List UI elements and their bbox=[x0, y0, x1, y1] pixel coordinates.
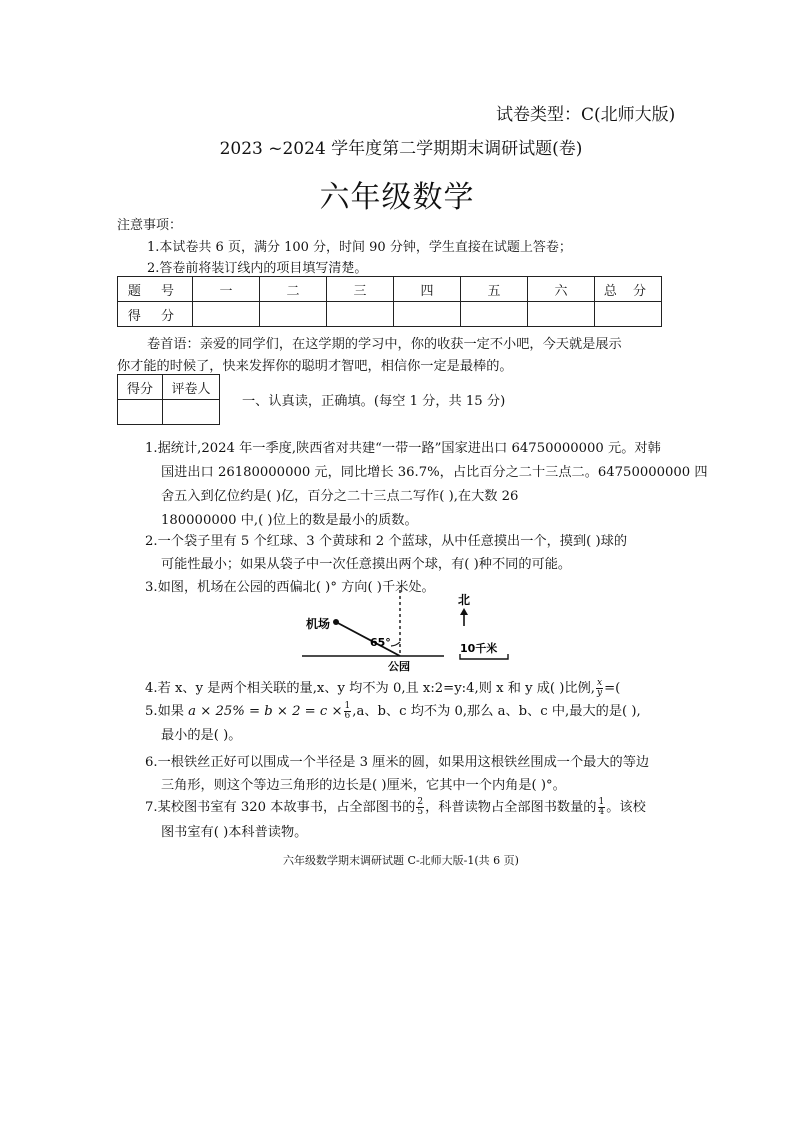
q7-text-c: 。该校 bbox=[606, 800, 646, 815]
scale-label: 10千米 bbox=[460, 642, 498, 655]
q7-line-2: 图书室有( )本科普读物。 bbox=[161, 825, 308, 840]
score-header-cell: 总 分 bbox=[595, 277, 662, 302]
score-cell[interactable] bbox=[528, 302, 595, 327]
score-cell[interactable] bbox=[327, 302, 394, 327]
q5-fraction bbox=[344, 702, 352, 721]
q6-line-1: 6.一根铁丝正好可以围成一个半径是 3 厘米的圆，如果用这根铁丝围成一个最大的等边 bbox=[145, 755, 650, 770]
q1-line-3: 舍五入到亿位约是( )亿，百分之二十三点二写作( ),在大数 26 bbox=[161, 489, 519, 504]
intro-line-2: 你才能的时候了，快来发挥你的聪明才智吧，相信你一定是最棒的。 bbox=[117, 359, 513, 374]
q7-frac2-num: 1 bbox=[598, 797, 605, 807]
q7-fraction-1 bbox=[416, 798, 424, 817]
score-cell[interactable] bbox=[461, 302, 528, 327]
grader-name-label: 评卷人 bbox=[163, 375, 220, 400]
score-table-header-row bbox=[118, 277, 662, 302]
q2-line-2: 可能性最小；如果从袋子中一次任意摸出两个球，有( )种不同的可能。 bbox=[161, 557, 572, 572]
score-header-cell: 二 bbox=[260, 277, 327, 302]
exam-title: 2023 ~2024 学年度第二学期期末调研试题(卷) bbox=[219, 139, 583, 159]
q4-frac-num: x bbox=[596, 678, 603, 688]
q5-prefix: 5.如果 bbox=[145, 704, 189, 719]
q7-fraction-2 bbox=[598, 798, 606, 817]
q4-fraction bbox=[596, 679, 603, 698]
subject-title: 六年级数学 bbox=[319, 180, 475, 215]
airport-label: 机场 bbox=[306, 617, 331, 631]
score-cell[interactable] bbox=[193, 302, 260, 327]
q5-frac-num: 1 bbox=[344, 701, 351, 711]
q5-line-2: 最小的是( )。 bbox=[161, 728, 242, 743]
q5-line-1 bbox=[145, 700, 641, 721]
score-header-cell: 题 号 bbox=[118, 277, 193, 302]
note-item-1: 1.本试卷共 6 页，满分 100 分，时间 90 分钟，学生直接在试题上答卷； bbox=[147, 240, 572, 255]
intro-line-1: 卷首语：亲爱的同学们，在这学期的学习中，你的收获一定不小吧，今天就是展示 bbox=[147, 337, 622, 352]
q5-rest: ,a、b、c 均不为 0,那么 a、b、c 中,最大的是( ), bbox=[352, 704, 641, 719]
page-footer: 六年级数学期末调研试题 C-北师大版-1(共 6 页) bbox=[283, 854, 519, 867]
score-header-cell: 一 bbox=[193, 277, 260, 302]
q1-line-1: 1.据统计,2024 年一季度,陕西省对共建“一带一路”国家进出口 64750000000 元。对韩 bbox=[145, 441, 661, 456]
angle-arc bbox=[391, 642, 400, 646]
score-table-score-row bbox=[118, 302, 662, 327]
score-header-cell: 三 bbox=[327, 277, 394, 302]
q7-text-b: ，科普读物占全部图书数量的 bbox=[425, 800, 597, 815]
q7-frac1-den: 5 bbox=[417, 807, 424, 817]
score-header-cell: 四 bbox=[394, 277, 461, 302]
score-cell[interactable] bbox=[595, 302, 662, 327]
grader-name-cell[interactable] bbox=[163, 400, 220, 425]
q4-tail: =( bbox=[604, 681, 621, 696]
score-row-label: 得 分 bbox=[118, 302, 193, 327]
note-item-2: 2.答卷前将装订线内的项目填写清楚。 bbox=[147, 261, 368, 276]
north-arrow-icon bbox=[460, 608, 468, 626]
q1-line-2: 国进出口 26180000000 元，同比增长 36.7%，占比百分之二十三点二。64750000000 四 bbox=[161, 465, 708, 480]
q7-line-1 bbox=[145, 796, 646, 817]
angle-label: 65° bbox=[370, 636, 391, 649]
grader-table bbox=[117, 374, 220, 425]
grader-score-cell[interactable] bbox=[118, 400, 163, 425]
score-cell[interactable] bbox=[394, 302, 461, 327]
paper-type: 试卷类型：C(北师大版) bbox=[496, 105, 676, 125]
q7-text-a: 7.某校图书室有 320 本故事书，占全部图书的 bbox=[145, 800, 416, 815]
q6-line-2: 三角形，则这个等边三角形的边长是( )厘米，它其中一个内角是( )°。 bbox=[161, 778, 566, 793]
north-label: 北 bbox=[458, 593, 471, 607]
q1-line-4: 180000000 中,( )位上的数是最小的质数。 bbox=[161, 513, 418, 528]
grader-score-label: 得分 bbox=[118, 375, 163, 400]
q4-text: 4.若 x、y 是两个相关联的量,x、y 均不为 0,且 x:2=y:4,则 x 和 y 成( )比例, bbox=[145, 681, 595, 696]
score-cell[interactable] bbox=[260, 302, 327, 327]
q3-text: 3.如图，机场在公园的西偏北( )° 方向( )千米处。 bbox=[145, 580, 435, 595]
map-figure bbox=[296, 588, 526, 673]
q4-frac-den: y bbox=[596, 688, 603, 698]
q5-equation: a × 25% = b × 2 = c × bbox=[188, 704, 343, 719]
score-table bbox=[117, 276, 662, 327]
q7-frac2-den: 4 bbox=[598, 807, 605, 817]
score-header-cell: 六 bbox=[528, 277, 595, 302]
q7-frac1-num: 2 bbox=[417, 797, 424, 807]
q2-line-1: 2.一个袋子里有 5 个红球、3 个黄球和 2 个蓝球，从中任意摸出一个，摸到( )球的 bbox=[145, 534, 628, 549]
park-label: 公园 bbox=[388, 660, 410, 673]
notes-label: 注意事项： bbox=[117, 218, 183, 233]
score-header-cell: 五 bbox=[461, 277, 528, 302]
q5-frac-den: 6 bbox=[344, 711, 351, 721]
section-title: 一、认真读，正确填。(每空 1 分，共 15 分) bbox=[242, 394, 506, 409]
airport-dot bbox=[333, 619, 339, 625]
q4-line bbox=[145, 677, 620, 698]
